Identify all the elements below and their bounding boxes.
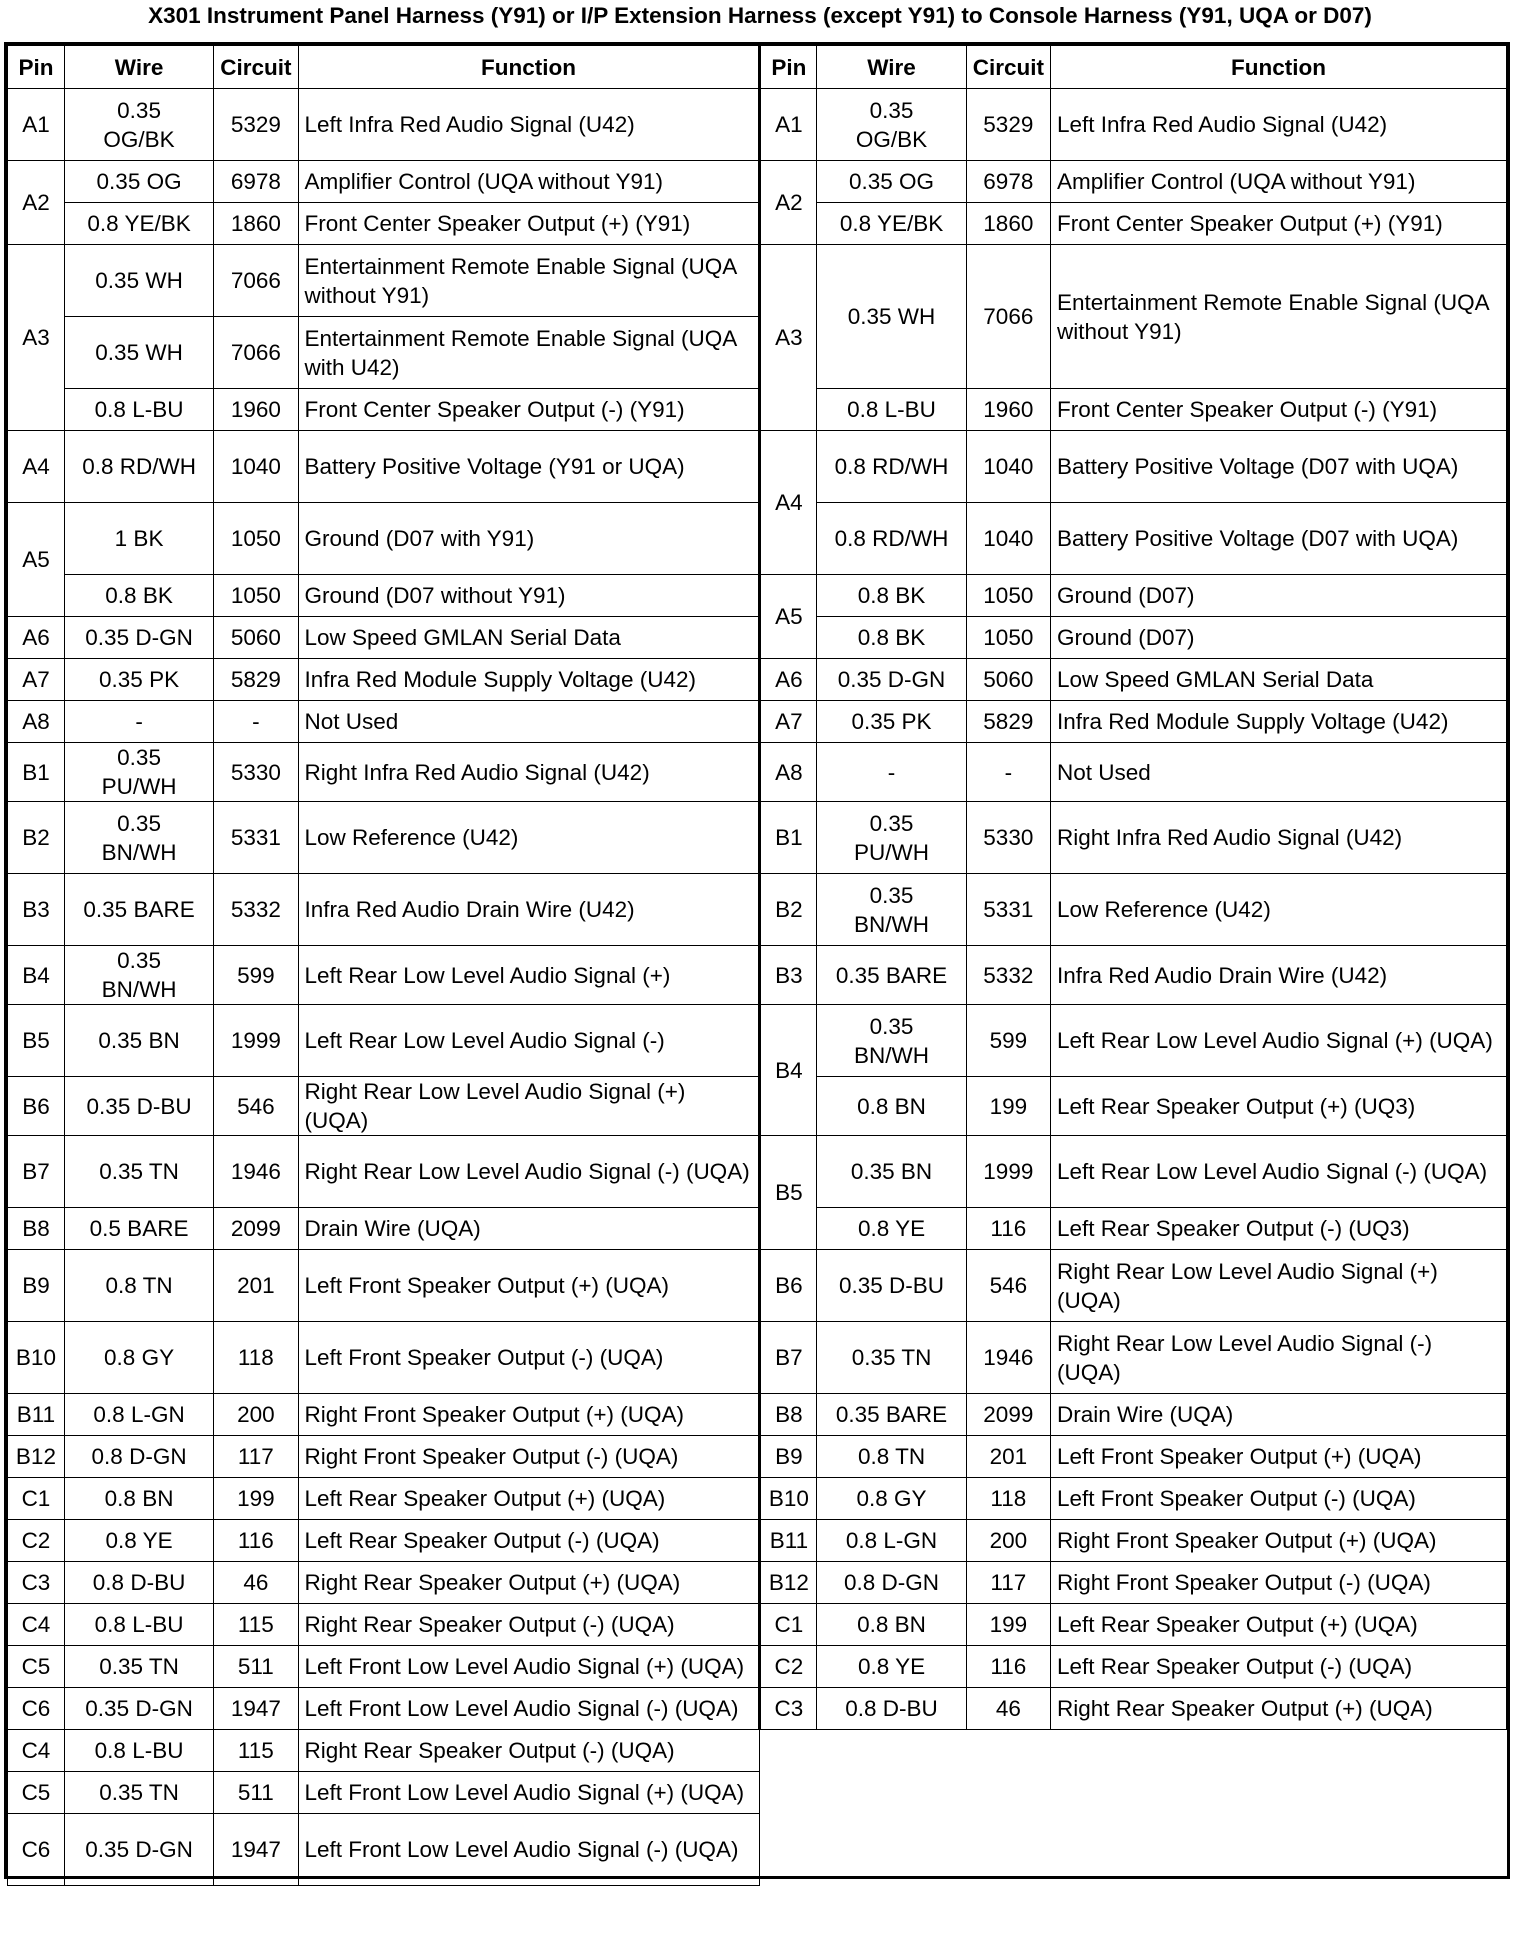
pin-cell: A8 (8, 701, 65, 743)
circuit-cell: 1050 (966, 617, 1050, 659)
pin-cell: B4 (760, 1005, 817, 1136)
circuit-cell: 599 (214, 946, 298, 1005)
col-header-circuit: Circuit (214, 46, 298, 89)
pin-cell: B3 (760, 946, 817, 1005)
function-cell: Front Center Speaker Output (+) (Y91) (298, 203, 760, 245)
pin-cell: C4 (8, 1730, 65, 1772)
function-cell: Entertainment Remote Enable Signal (UQA without Y91) (1050, 245, 1506, 389)
function-cell: Left Rear Low Level Audio Signal (+) (UQA) (1050, 1005, 1506, 1077)
table-row (8, 1208, 1507, 1250)
function-cell: Battery Positive Voltage (D07 with UQA) (1050, 503, 1506, 575)
pin-cell: C5 (8, 1646, 65, 1688)
function-cell: Entertainment Remote Enable Signal (UQA with U42) (298, 317, 760, 389)
circuit-cell: 201 (966, 1436, 1050, 1478)
circuit-cell: 1050 (214, 503, 298, 575)
pin-cell: B8 (8, 1208, 65, 1250)
function-cell: Front Center Speaker Output (-) (Y91) (298, 389, 760, 431)
table-row (8, 874, 1507, 946)
circuit-cell: 7066 (214, 317, 298, 389)
pin-cell: A5 (8, 503, 65, 617)
pin-cell: A3 (8, 245, 65, 431)
circuit-cell: 6978 (966, 161, 1050, 203)
wire-cell: - (817, 743, 966, 802)
wire-cell: 0.8 BN (817, 1604, 966, 1646)
circuit-cell: - (214, 701, 298, 743)
function-cell: Right Front Speaker Output (-) (UQA) (298, 1436, 760, 1478)
function-cell: Right Infra Red Audio Signal (U42) (1050, 802, 1506, 874)
function-cell: Right Front Speaker Output (+) (UQA) (1050, 1520, 1506, 1562)
pin-cell: B2 (8, 802, 65, 874)
table-row (8, 245, 1507, 317)
circuit-cell: - (966, 743, 1050, 802)
function-cell: Entertainment Remote Enable Signal (UQA without Y91) (298, 245, 760, 317)
table-row (8, 575, 1507, 617)
wire-cell: 0.35 PU/WH (817, 802, 966, 874)
wire-cell: 0.35 OG (64, 161, 213, 203)
pin-cell: C3 (8, 1562, 65, 1604)
wire-cell: 0.8 RD/WH (817, 503, 966, 575)
table-row (8, 701, 1507, 743)
pin-cell: A1 (760, 89, 817, 161)
circuit-cell: 46 (214, 1562, 298, 1604)
function-cell: Low Reference (U42) (1050, 874, 1506, 946)
table-header-row (8, 46, 1507, 89)
function-cell: Left Front Speaker Output (+) (UQA) (298, 1250, 760, 1322)
wire-cell: 0.35 BARE (817, 946, 966, 1005)
function-cell: Left Infra Red Audio Signal (U42) (1050, 89, 1506, 161)
circuit-cell: 118 (214, 1322, 298, 1394)
wire-cell: 0.35 D-GN (64, 1814, 213, 1886)
pin-cell: B3 (8, 874, 65, 946)
wire-cell: 0.35 D-GN (64, 1688, 213, 1730)
circuit-cell: 1947 (214, 1688, 298, 1730)
function-cell: Right Rear Low Level Audio Signal (+) (UQA) (298, 1077, 760, 1136)
function-cell: Not Used (298, 701, 760, 743)
pin-cell: B7 (8, 1136, 65, 1208)
function-cell: Infra Red Audio Drain Wire (U42) (298, 874, 760, 946)
circuit-cell: 116 (966, 1208, 1050, 1250)
table-row (8, 389, 1507, 431)
table-row (8, 802, 1507, 874)
pin-cell: C6 (8, 1688, 65, 1730)
circuit-cell: 1946 (966, 1322, 1050, 1394)
table-row (8, 1436, 1507, 1478)
circuit-cell: 5829 (214, 659, 298, 701)
pin-cell: A1 (8, 89, 65, 161)
circuit-cell: 1999 (966, 1136, 1050, 1208)
circuit-cell: 5060 (966, 659, 1050, 701)
table-row (8, 1394, 1507, 1436)
circuit-cell: 1960 (214, 389, 298, 431)
function-cell: Left Rear Speaker Output (-) (UQA) (1050, 1646, 1506, 1688)
circuit-cell: 5330 (214, 743, 298, 802)
circuit-cell: 116 (966, 1646, 1050, 1688)
circuit-cell: 1960 (966, 389, 1050, 431)
wire-cell: 0.8 L-BU (64, 1604, 213, 1646)
wire-cell: 0.35 OG/BK (817, 89, 966, 161)
pin-cell: B6 (8, 1077, 65, 1136)
pin-cell: B2 (760, 874, 817, 946)
function-cell: Ground (D07) (1050, 617, 1506, 659)
function-cell: Left Rear Speaker Output (-) (UQA) (298, 1520, 760, 1562)
pin-cell: A8 (760, 743, 817, 802)
wire-cell: 0.8 YE (817, 1208, 966, 1250)
table-row (8, 1604, 1507, 1646)
wire-cell: 0.8 YE/BK (64, 203, 213, 245)
circuit-cell: 199 (214, 1478, 298, 1520)
wire-cell: 0.8 L-BU (64, 1730, 213, 1772)
pin-cell: B10 (760, 1478, 817, 1520)
wire-cell: 0.8 L-BU (817, 389, 966, 431)
circuit-cell: 1999 (214, 1005, 298, 1077)
col-header-pin: Pin (760, 46, 817, 89)
table-row (8, 946, 1507, 1005)
circuit-cell: 2099 (966, 1394, 1050, 1436)
wire-cell: 0.8 GY (817, 1478, 966, 1520)
pin-cell: A3 (760, 245, 817, 431)
col-header-wire: Wire (817, 46, 966, 89)
function-cell: Right Rear Speaker Output (-) (UQA) (298, 1730, 760, 1772)
col-header-wire: Wire (64, 46, 213, 89)
function-cell: Not Used (1050, 743, 1506, 802)
col-header-function: Function (1050, 46, 1506, 89)
function-cell: Right Rear Speaker Output (+) (UQA) (298, 1562, 760, 1604)
circuit-cell: 511 (214, 1646, 298, 1688)
circuit-cell: 599 (966, 1005, 1050, 1077)
wire-cell: - (64, 701, 213, 743)
pin-cell: B5 (8, 1005, 65, 1077)
circuit-cell: 5329 (966, 89, 1050, 161)
circuit-cell: 118 (966, 1478, 1050, 1520)
wire-cell: 0.35 BN/WH (817, 1005, 966, 1077)
function-cell: Right Front Speaker Output (+) (UQA) (298, 1394, 760, 1436)
pinout-table (7, 45, 1507, 1958)
wire-cell: 0.8 BK (817, 575, 966, 617)
pinout-table-frame (4, 42, 1510, 1879)
wire-cell: 0.35 PU/WH (64, 743, 213, 802)
function-cell: Right Rear Speaker Output (+) (UQA) (1050, 1688, 1506, 1730)
pin-cell: B6 (760, 1250, 817, 1322)
table-row (8, 1646, 1507, 1688)
wire-cell: 0.8 L-GN (64, 1394, 213, 1436)
wire-cell: 0.35 OG/BK (64, 89, 213, 161)
wire-cell: 0.8 RD/WH (817, 431, 966, 503)
circuit-cell: 5331 (214, 802, 298, 874)
function-cell: Left Rear Speaker Output (-) (UQ3) (1050, 1208, 1506, 1250)
col-header-function: Function (298, 46, 760, 89)
function-cell: Drain Wire (UQA) (298, 1208, 760, 1250)
table-row (8, 1005, 1507, 1077)
circuit-cell: 200 (214, 1394, 298, 1436)
function-cell: Amplifier Control (UQA without Y91) (1050, 161, 1506, 203)
wire-cell: 1 BK (64, 503, 213, 575)
table-row (8, 1250, 1507, 1322)
wire-cell: 0.35 TN (64, 1772, 213, 1814)
pin-cell: A4 (760, 431, 817, 575)
function-cell: Infra Red Module Supply Voltage (U42) (1050, 701, 1506, 743)
pin-cell: B10 (8, 1322, 65, 1394)
wire-cell: 0.35 D-GN (64, 617, 213, 659)
table-row (8, 617, 1507, 659)
pin-cell: B9 (8, 1250, 65, 1322)
wire-cell: 0.35 WH (64, 317, 213, 389)
circuit-cell: 5332 (214, 874, 298, 946)
function-cell: Left Rear Speaker Output (+) (UQA) (298, 1478, 760, 1520)
wire-cell: 0.35 D-GN (817, 659, 966, 701)
function-cell: Right Rear Speaker Output (-) (UQA) (298, 1604, 760, 1646)
pin-cell: A2 (760, 161, 817, 245)
pin-cell: A7 (760, 701, 817, 743)
pin-cell: B4 (8, 946, 65, 1005)
function-cell: Left Rear Low Level Audio Signal (-) (UQA) (1050, 1136, 1506, 1208)
function-cell: Ground (D07) (1050, 575, 1506, 617)
function-cell: Right Rear Low Level Audio Signal (+) (UQA) (1050, 1250, 1506, 1322)
circuit-cell: 1040 (966, 431, 1050, 503)
pin-cell: B12 (8, 1436, 65, 1478)
circuit-cell: 5829 (966, 701, 1050, 743)
function-cell: Right Rear Low Level Audio Signal (-) (UQA) (298, 1136, 760, 1208)
table-row (8, 1730, 1507, 1772)
wire-cell: 0.8 L-BU (64, 389, 213, 431)
pin-cell: B5 (760, 1136, 817, 1250)
table-row (8, 203, 1507, 245)
function-cell: Left Front Speaker Output (-) (UQA) (298, 1322, 760, 1394)
wire-cell: 0.35 TN (64, 1136, 213, 1208)
circuit-cell: 201 (214, 1250, 298, 1322)
function-cell: Left Rear Speaker Output (+) (UQ3) (1050, 1077, 1506, 1136)
circuit-cell: 46 (966, 1688, 1050, 1730)
function-cell: Left Rear Low Level Audio Signal (-) (298, 1005, 760, 1077)
wire-cell: 0.8 BK (817, 617, 966, 659)
wire-cell: 0.8 TN (64, 1250, 213, 1322)
col-header-pin: Pin (8, 46, 65, 89)
table-row (8, 1322, 1507, 1394)
table-row (8, 1478, 1507, 1520)
wire-cell: 0.35 BN/WH (64, 946, 213, 1005)
table-row (8, 431, 1507, 503)
function-cell: Left Front Speaker Output (-) (UQA) (1050, 1478, 1506, 1520)
wire-cell: 0.35 PK (64, 659, 213, 701)
circuit-cell: 116 (214, 1520, 298, 1562)
circuit-cell: 199 (966, 1077, 1050, 1136)
pin-cell: B1 (8, 743, 65, 802)
pin-cell: C5 (8, 1772, 65, 1814)
table-row (8, 659, 1507, 701)
function-cell: Left Infra Red Audio Signal (U42) (298, 89, 760, 161)
wire-cell: 0.35 D-BU (817, 1250, 966, 1322)
pin-cell: C4 (8, 1604, 65, 1646)
circuit-cell: 1040 (966, 503, 1050, 575)
circuit-cell: 1050 (214, 575, 298, 617)
function-cell: Infra Red Module Supply Voltage (U42) (298, 659, 760, 701)
circuit-cell: 6978 (214, 161, 298, 203)
function-cell: Left Front Low Level Audio Signal (-) (UQA) (298, 1814, 760, 1886)
wire-cell: 0.8 YE (817, 1646, 966, 1688)
pin-cell: B11 (760, 1520, 817, 1562)
col-header-circuit: Circuit (966, 46, 1050, 89)
circuit-cell: 117 (214, 1436, 298, 1478)
function-cell: Left Rear Speaker Output (+) (UQA) (1050, 1604, 1506, 1646)
wire-cell: 0.35 BN (817, 1136, 966, 1208)
table-row (8, 1688, 1507, 1730)
function-cell: Low Speed GMLAN Serial Data (1050, 659, 1506, 701)
wire-cell: 0.8 D-GN (817, 1562, 966, 1604)
function-cell: Ground (D07 with Y91) (298, 503, 760, 575)
circuit-cell: 5331 (966, 874, 1050, 946)
circuit-cell: 1947 (214, 1814, 298, 1886)
pin-cell: B9 (760, 1436, 817, 1478)
circuit-cell: 117 (966, 1562, 1050, 1604)
function-cell: Front Center Speaker Output (+) (Y91) (1050, 203, 1506, 245)
table-row (8, 1077, 1507, 1136)
pin-cell: A6 (760, 659, 817, 701)
function-cell: Low Speed GMLAN Serial Data (298, 617, 760, 659)
table-row (8, 89, 1507, 161)
pin-cell: A2 (8, 161, 65, 245)
circuit-cell: 1860 (214, 203, 298, 245)
pin-cell: B11 (8, 1394, 65, 1436)
table-row (8, 1886, 1507, 1958)
pin-cell: C2 (8, 1520, 65, 1562)
pin-cell: B8 (760, 1394, 817, 1436)
wire-cell: 0.35 TN (64, 1646, 213, 1688)
table-row (8, 1772, 1507, 1814)
circuit-cell: 200 (966, 1520, 1050, 1562)
circuit-cell: 546 (966, 1250, 1050, 1322)
circuit-cell: 115 (214, 1730, 298, 1772)
wire-cell: 0.35 BN/WH (817, 874, 966, 946)
pin-cell: C1 (760, 1604, 817, 1646)
function-cell: Right Infra Red Audio Signal (U42) (298, 743, 760, 802)
page-title: X301 Instrument Panel Harness (Y91) or I/P Extension Harness (except Y91) to Console Harness (Y91, UQA or D07) (148, 3, 1372, 28)
pin-cell: C6 (8, 1814, 65, 1886)
wire-cell: 0.8 TN (817, 1436, 966, 1478)
circuit-cell: 5330 (966, 802, 1050, 874)
wire-cell: 0.8 BN (817, 1077, 966, 1136)
function-cell: Left Front Low Level Audio Signal (-) (UQA) (298, 1688, 760, 1730)
wire-cell: 0.8 D-BU (64, 1562, 213, 1604)
function-cell: Battery Positive Voltage (D07 with UQA) (1050, 431, 1506, 503)
function-cell: Left Rear Low Level Audio Signal (+) (298, 946, 760, 1005)
pin-cell: B1 (760, 802, 817, 874)
function-cell: Right Front Speaker Output (-) (UQA) (1050, 1562, 1506, 1604)
pin-cell: B7 (760, 1322, 817, 1394)
function-cell: Infra Red Audio Drain Wire (U42) (1050, 946, 1506, 1005)
circuit-cell: 546 (214, 1077, 298, 1136)
function-cell: Ground (D07 without Y91) (298, 575, 760, 617)
pin-cell: A4 (8, 431, 65, 503)
pin-cell: A5 (760, 575, 817, 659)
wire-cell: 0.8 D-BU (817, 1688, 966, 1730)
circuit-cell: 5060 (214, 617, 298, 659)
function-cell: Low Reference (U42) (298, 802, 760, 874)
wire-cell: 0.8 L-GN (817, 1520, 966, 1562)
function-cell: Left Front Low Level Audio Signal (+) (UQA) (298, 1646, 760, 1688)
function-cell: Left Front Speaker Output (+) (UQA) (1050, 1436, 1506, 1478)
table-row (8, 1814, 1507, 1886)
wire-cell: 0.8 BK (64, 575, 213, 617)
pin-cell: C3 (760, 1688, 817, 1730)
circuit-cell: 1946 (214, 1136, 298, 1208)
wire-cell: 0.35 WH (64, 245, 213, 317)
wire-cell: 0.5 BARE (64, 1208, 213, 1250)
table-row (8, 1562, 1507, 1604)
circuit-cell: 2099 (214, 1208, 298, 1250)
wire-cell: 0.8 GY (64, 1322, 213, 1394)
wire-cell: 0.35 BN (64, 1005, 213, 1077)
function-cell: Amplifier Control (UQA without Y91) (298, 161, 760, 203)
function-cell: Front Center Speaker Output (-) (Y91) (1050, 389, 1506, 431)
wire-cell: 0.35 PK (817, 701, 966, 743)
circuit-cell: 1040 (214, 431, 298, 503)
table-row (8, 503, 1507, 575)
circuit-cell: 5332 (966, 946, 1050, 1005)
wire-cell: 0.35 BARE (817, 1394, 966, 1436)
pin-cell: A6 (8, 617, 65, 659)
function-cell: Drain Wire (UQA) (1050, 1394, 1506, 1436)
wire-cell: 0.8 YE (64, 1520, 213, 1562)
wire-cell: 0.35 OG (817, 161, 966, 203)
wire-cell: 0.8 RD/WH (64, 431, 213, 503)
wire-cell: 0.8 BN (64, 1478, 213, 1520)
wire-cell: 0.35 WH (817, 245, 966, 389)
table-row (8, 161, 1507, 203)
wire-cell: 0.35 BARE (64, 874, 213, 946)
circuit-cell: 1050 (966, 575, 1050, 617)
pin-cell: A7 (8, 659, 65, 701)
wire-cell: 0.35 BN/WH (64, 802, 213, 874)
circuit-cell: 1860 (966, 203, 1050, 245)
pin-cell: C1 (8, 1478, 65, 1520)
function-cell: Right Rear Low Level Audio Signal (-) (UQA) (1050, 1322, 1506, 1394)
table-row (8, 1520, 1507, 1562)
table-row (8, 743, 1507, 802)
wire-cell: 0.35 TN (817, 1322, 966, 1394)
pin-cell: B12 (760, 1562, 817, 1604)
circuit-cell: 5329 (214, 89, 298, 161)
wire-cell: 0.8 YE/BK (817, 203, 966, 245)
function-cell: Left Front Low Level Audio Signal (+) (UQA) (298, 1772, 760, 1814)
circuit-cell: 7066 (214, 245, 298, 317)
pin-cell: C2 (760, 1646, 817, 1688)
function-cell: Battery Positive Voltage (Y91 or UQA) (298, 431, 760, 503)
wire-cell: 0.35 D-BU (64, 1077, 213, 1136)
circuit-cell: 511 (214, 1772, 298, 1814)
table-row (8, 1136, 1507, 1208)
circuit-cell: 115 (214, 1604, 298, 1646)
circuit-cell: 7066 (966, 245, 1050, 389)
circuit-cell: 199 (966, 1604, 1050, 1646)
wire-cell: 0.8 D-GN (64, 1436, 213, 1478)
